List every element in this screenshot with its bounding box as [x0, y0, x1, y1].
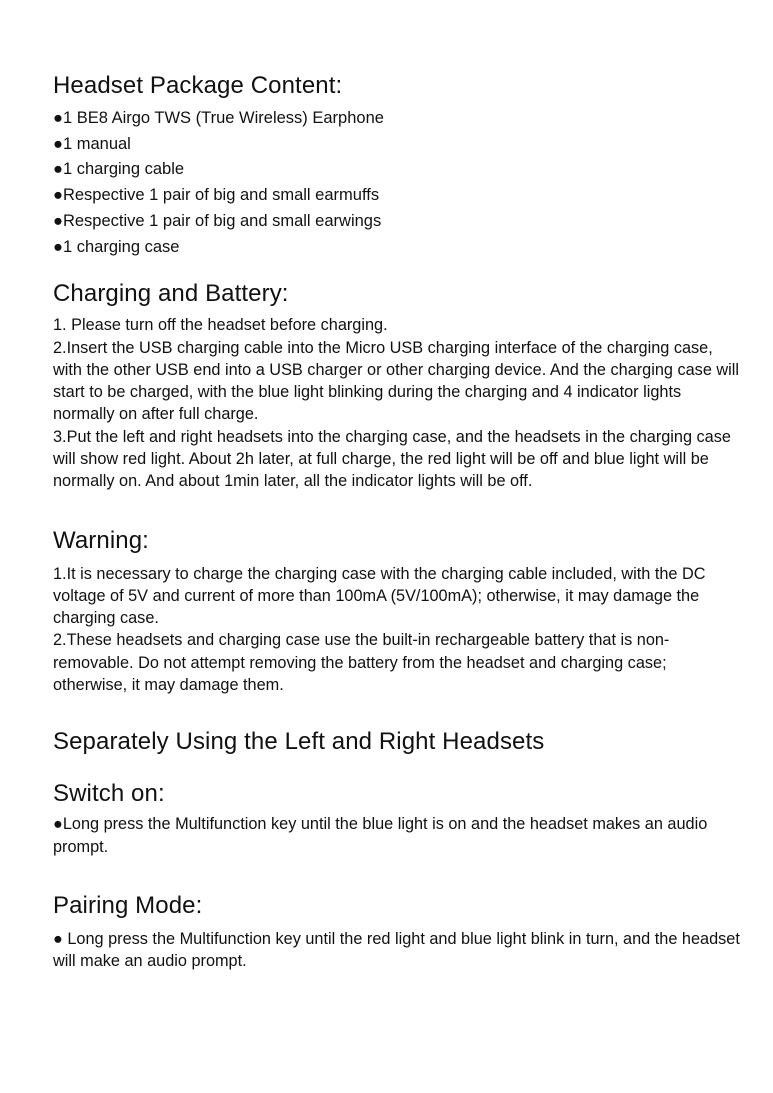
charging-step-1: 1. Please turn off the headset before charging.: [53, 316, 388, 335]
switch-on-section: [53, 778, 743, 858]
warning-item-1: 1.It is necessary to charge the charging case with the charging cable included, with the DC voltage of 5V and current of more than 100mA (5V/100mA); otherwise, it may damage the charging case.: [53, 564, 706, 628]
warning-item-2: 2.These headsets and charging case use the built-in rechargeable battery that is non-removable. Do not attempt removing the battery from the headset and charging case; otherwise, it may damage them.: [53, 631, 670, 695]
list-item: ●1 charging cable: [53, 160, 185, 179]
list-item: ●1 BE8 Airgo TWS (True Wireless) Earphone: [53, 109, 384, 127]
list-item: ●1 manual: [53, 134, 131, 153]
list-item: ●Respective 1 pair of big and small earwings: [53, 211, 382, 230]
pairing-mode-section: [53, 890, 743, 973]
pairing-mode-text: ● Long press the Multifunction key until the red light and blue light blink in turn, and the headset will make an audio prompt.: [53, 929, 740, 971]
charging-battery-body: [53, 314, 743, 492]
separate-use-heading: Separately Using the Left and Right Headsets: [53, 728, 545, 756]
package-content-section: [53, 70, 743, 260]
charging-battery-heading: Charging and Battery:: [53, 280, 289, 308]
switch-on-text: ●Long press the Multifunction key until the blue light is on and the headset makes an audio prompt.: [53, 815, 708, 856]
list-item: ●Respective 1 pair of big and small earmuffs: [53, 186, 380, 205]
warning-heading: Warning:: [53, 526, 149, 554]
switch-on-heading: Switch on:: [53, 780, 165, 808]
manual-page: [53, 70, 743, 973]
warning-section: [53, 525, 743, 697]
package-content-heading: Headset Package Content:: [53, 72, 343, 99]
separate-use-section: [53, 726, 743, 758]
switch-on-body: [53, 813, 743, 858]
pairing-mode-heading: Pairing Mode:: [53, 891, 203, 919]
warning-body: [53, 563, 743, 697]
charging-battery-section: [53, 278, 743, 492]
package-content-list: [53, 106, 743, 260]
charging-step-2: 2.Insert the USB charging cable into the Micro USB charging interface of the charging case, with the other USB end into a USB charger or other charging device. And the charging case will start to be charged, with the blue light blinking during the charging and 4 indicator lights normally on after full charge.: [53, 338, 740, 424]
charging-step-3: 3.Put the left and right headsets into the charging case, and the headsets in the charging case will show red light. About 2h later, at full charge, the red light will be off and blue light will be normally on. And about 1min later, all the indicator lights will be off.: [53, 427, 731, 491]
list-item: ●1 charging case: [53, 237, 180, 256]
pairing-mode-body: [53, 928, 743, 973]
